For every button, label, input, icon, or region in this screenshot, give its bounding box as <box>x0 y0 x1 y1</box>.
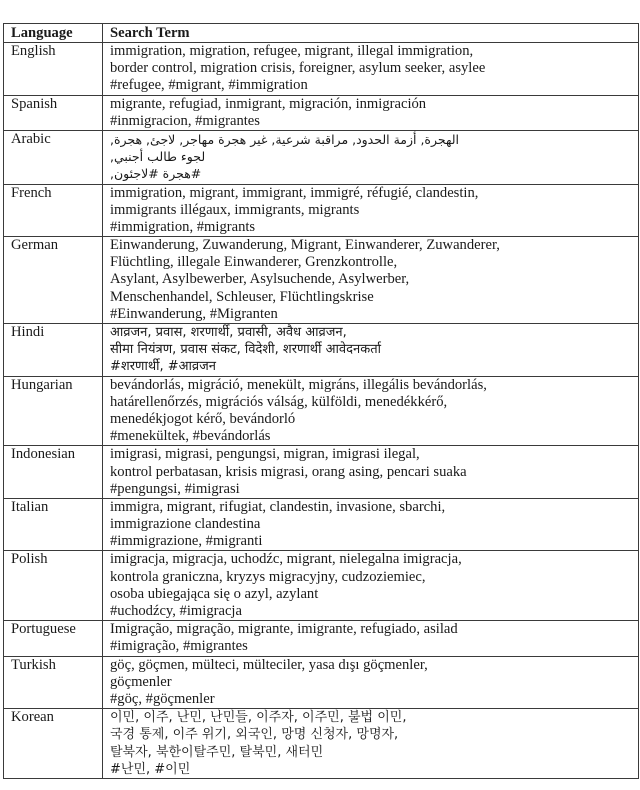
term-line: immigration, migration, refugee, migrant, illegal immigration, <box>110 43 474 59</box>
language-cell: Turkish <box>4 656 103 709</box>
hashtag-line: #göç, #göçmenler <box>110 690 215 707</box>
search-terms-cell <box>103 324 639 377</box>
hashtag-line: #pengungsi, #imigrasi <box>110 480 240 497</box>
term-line: الهجرة, أزمة الحدود, مراقبة شرعية, غير هجرة مهاجر, لاجئ, هجرة, <box>110 131 459 147</box>
term-line: 국경 통제, 이주 위기, 외국인, 망명 신청자, 망명자, <box>110 727 399 743</box>
table-row <box>4 237 639 324</box>
term-line: migrante, refugiad, inmigrant, migración, inmigración <box>110 95 427 112</box>
search-terms-cell <box>103 621 639 656</box>
term-line: immigrants illégaux, immigrants, migrants <box>110 201 360 218</box>
search-terms-cell <box>103 709 639 779</box>
language-cell: Polish <box>4 551 103 621</box>
hashtag-line: #Einwanderung, #Migranten <box>110 305 278 322</box>
table-row <box>4 376 639 446</box>
language-cell: Korean <box>4 709 103 779</box>
search-terms-cell <box>103 551 639 621</box>
term-line: osoba ubiegająca się o azyl, azylant <box>110 585 319 602</box>
term-line: bevándorlás, migráció, menekült, migráns, illegális bevándorlás, <box>110 376 487 393</box>
term-line: Flüchtling, illegale Einwanderer, Grenzkontrolle, <box>110 254 398 271</box>
hashtag-line: #هجرة #لاجئون, <box>110 166 202 182</box>
term-line: göçmenler <box>110 673 172 690</box>
hashtag-line: #refugee, #migrant, #immigration <box>110 77 308 94</box>
hashtag-line: #inmigracion, #migrantes <box>110 112 260 129</box>
term-line: immigrazione clandestina <box>110 516 261 533</box>
language-cell: Hungarian <box>4 376 103 446</box>
table-header-row <box>4 24 639 43</box>
language-cell: English <box>4 43 103 96</box>
table-row <box>4 95 639 130</box>
table-row <box>4 446 639 499</box>
language-cell: Portuguese <box>4 621 103 656</box>
term-line: menedékjogot kérő, bevándorló <box>110 410 296 427</box>
table-row <box>4 130 639 184</box>
arabic-terms-block <box>110 131 459 183</box>
hashtag-line: #uchodźcy, #imigracja <box>110 603 242 620</box>
term-line: göç, göçmen, mülteci, mülteciler, yasa dışı göçmenler, <box>110 656 428 673</box>
search-terms-cell <box>103 237 639 324</box>
term-line: Asylant, Asylbewerber, Asylsuchende, Asylwerber, <box>110 271 410 288</box>
term-line: Einwanderung, Zuwanderung, Migrant, Einwanderer, Zuwanderer, <box>110 237 500 254</box>
language-cell: Spanish <box>4 95 103 130</box>
term-line: لجوء طالب أجنبي, <box>110 149 206 165</box>
term-line: imigrasi, migrasi, pengungsi, migran, imigrasi ilegal, <box>110 446 420 463</box>
language-cell: Italian <box>4 498 103 551</box>
hashtag-line: #난민, #이민 <box>110 761 191 777</box>
language-cell: Arabic <box>4 130 103 184</box>
term-line: Menschenhandel, Schleuser, Flüchtlingskrise <box>110 288 374 305</box>
term-line: 이민, 이주, 난민, 난민들, 이주자, 이주민, 불법 이민, <box>110 710 407 726</box>
language-cell: German <box>4 237 103 324</box>
table-row <box>4 324 639 377</box>
table-body <box>4 43 639 779</box>
table-row <box>4 709 639 779</box>
term-line: 탈북자, 북한이탈주민, 탈북민, 새터민 <box>110 744 324 760</box>
term-line: Imigração, migração, migrante, imigrante, refugiado, asilad <box>110 621 458 638</box>
search-terms-cell <box>103 130 639 184</box>
table-row <box>4 621 639 656</box>
term-line: immigra, migrant, rifugiat, clandestin, invasione, sbarchi, <box>110 498 446 515</box>
search-terms-cell <box>103 376 639 446</box>
term-line: imigracja, migracja, uchodźc, migrant, nielegalna imigracja, <box>110 551 462 568</box>
language-cell: Indonesian <box>4 446 103 499</box>
term-line: border control, migration crisis, foreigner, asylum seeker, asylee <box>110 60 486 77</box>
search-terms-cell <box>103 656 639 709</box>
search-terms-table <box>3 23 639 779</box>
term-line: सीमा नियंत्रण, प्रवास संकट, विदेशी, शरणार्थी आवेदनकर्ता <box>110 342 381 358</box>
term-line: határellenőrzés, migrációs válság, külföldi, menedékkérő, <box>110 393 448 410</box>
search-terms-cell <box>103 446 639 499</box>
term-line: kontrol perbatasan, krisis migrasi, orang asing, pencari suaka <box>110 463 467 480</box>
search-terms-cell <box>103 95 639 130</box>
table-row <box>4 184 639 237</box>
table-caption-cropped <box>0 0 640 5</box>
hashtag-line: #imigração, #migrantes <box>110 638 248 655</box>
language-cell: Hindi <box>4 324 103 377</box>
hashtag-line: #शरणार्थी, #आव्रजन <box>110 359 217 375</box>
hashtag-line: #immigration, #migrants <box>110 218 256 235</box>
hashtag-line: #menekültek, #bevándorlás <box>110 428 271 445</box>
search-terms-cell <box>103 498 639 551</box>
term-line: kontrola graniczna, kryzys migracyjny, cudzoziemiec, <box>110 568 426 585</box>
column-header-language: Language <box>4 24 103 43</box>
language-cell: French <box>4 184 103 237</box>
table-row <box>4 656 639 709</box>
table-row <box>4 551 639 621</box>
search-terms-cell <box>103 43 639 96</box>
table-row <box>4 43 639 96</box>
search-terms-cell <box>103 184 639 237</box>
table-row <box>4 498 639 551</box>
column-header-search-term: Search Term <box>103 24 639 43</box>
term-line: immigration, migrant, immigrant, immigré, réfugié, clandestin, <box>110 184 479 201</box>
term-line: आव्रजन, प्रवास, शरणार्थी, प्रवासी, अवैध आव्रजन, <box>110 325 347 341</box>
hashtag-line: #immigrazione, #migranti <box>110 533 263 550</box>
